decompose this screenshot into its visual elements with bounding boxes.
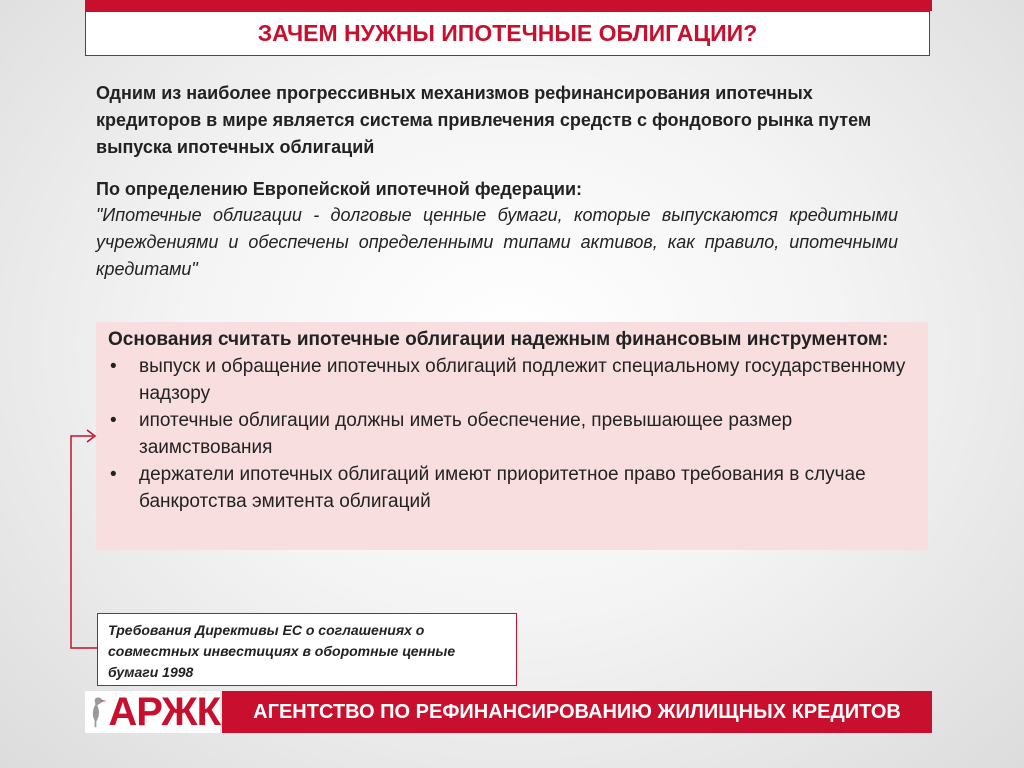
footer-logo — [85, 691, 220, 733]
definition-block — [96, 176, 898, 283]
list-item — [108, 407, 916, 461]
top-accent-bar — [85, 0, 932, 11]
bullet-icon: • — [110, 464, 117, 485]
list-item-text: выпуск и обращение ипотечных облигаций подлежит специальному государственному надзору — [139, 356, 906, 404]
bullet-icon: • — [110, 410, 117, 431]
footer-banner — [222, 691, 932, 733]
basis-title: Основания считать ипотечные облигации надежным финансовым инструментом: — [108, 329, 889, 350]
list-item — [108, 353, 916, 407]
stork-logo-icon — [87, 692, 107, 732]
list-item — [108, 461, 916, 515]
basis-list — [108, 353, 916, 515]
basis-box — [96, 322, 928, 550]
title-box — [85, 11, 930, 56]
page-title: ЗАЧЕМ НУЖНЫ ИПОТЕЧНЫЕ ОБЛИГАЦИИ? — [257, 20, 758, 46]
definition-quote: "Ипотечные облигации - долговые ценные бумаги, которые выпускаются кредитными учреждениями и обеспечены определенными типами активов, как правило, ипотечными кредитами" — [96, 205, 898, 279]
list-item-text: ипотечные облигации должны иметь обеспечение, превышающее размер заимствования — [139, 410, 793, 458]
directive-note: Требования Директивы ЕС о соглашениях о совместных инвестициях в оборотные ценные бумаги 1998 — [97, 613, 517, 686]
bullet-icon: • — [110, 356, 117, 377]
logo-text: АРЖК — [108, 690, 220, 734]
definition-heading: По определению Европейской ипотечной федерации: — [96, 179, 583, 199]
intro-paragraph: Одним из наиболее прогрессивных механизмов рефинансирования ипотечных кредиторов в мире является система привлечения средств с фондового рынка путем выпуска ипотечных облигаций — [96, 83, 872, 157]
list-item-text: держатели ипотечных облигаций имеют приоритетное право требования в случае банкротства эмитента облигаций — [139, 464, 866, 512]
agency-name: АГЕНТСТВО ПО РЕФИНАНСИРОВАНИЮ ЖИЛИЩНЫХ КРЕДИТОВ — [253, 700, 901, 723]
